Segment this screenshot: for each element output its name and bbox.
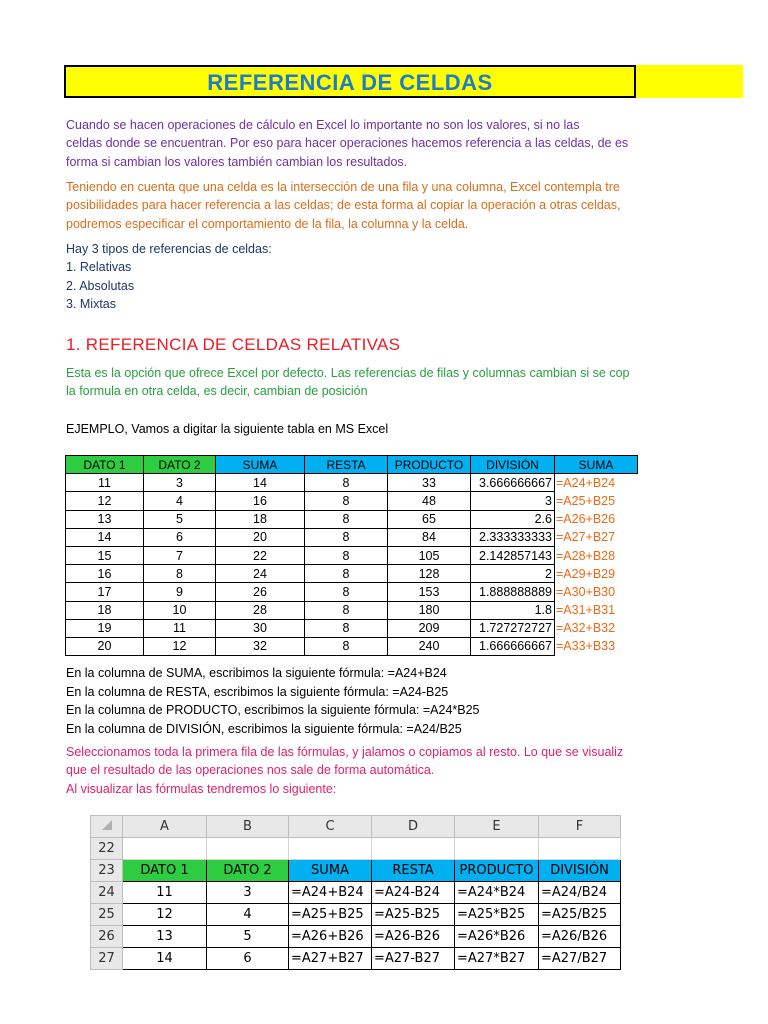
table-cell: 10 xyxy=(144,601,216,619)
table-row xyxy=(66,637,638,655)
copy-line-2: que el resultado de las operaciones nos sale de forma automática. xyxy=(66,763,435,778)
concept-line-3: podremos especificar el comportamiento de la fila, la columna y la celda. xyxy=(66,216,469,231)
header-dato1: DATO 1 xyxy=(66,456,144,474)
table-cell: 84 xyxy=(388,528,471,546)
formula-grid-cell[interactable]: =A24-B24 xyxy=(372,882,455,904)
table-cell: 2.142857143 xyxy=(471,546,555,564)
formula-grid-cell[interactable]: =A27-B27 xyxy=(372,948,455,970)
select-all-corner[interactable] xyxy=(91,816,123,838)
grid-cell[interactable]: 4 xyxy=(207,904,289,926)
formula-cell: =A28+B28 xyxy=(556,548,616,563)
formula-grid-cell[interactable]: =A25/B25 xyxy=(539,904,621,926)
title-banner-extension xyxy=(636,65,743,98)
formula-cell: =A26+B26 xyxy=(556,512,616,527)
types-item: 2. Absolutas xyxy=(66,278,135,293)
table-cell: 1.888888889 xyxy=(471,583,555,601)
table-cell: 18 xyxy=(66,601,144,619)
table-cell: 9 xyxy=(144,583,216,601)
excel-row xyxy=(91,904,621,926)
formula-grid-cell[interactable]: =A27*B27 xyxy=(455,948,539,970)
table-cell: 26 xyxy=(216,583,305,601)
table-cell: 33 xyxy=(388,474,471,492)
copy-line-1: Seleccionamos toda la primera fila de las fórmulas, y jalamos o copiamos al resto. Lo que se visualiz xyxy=(66,745,624,759)
table-cell: 128 xyxy=(388,565,471,583)
table-cell: 11 xyxy=(144,619,216,637)
formula-explanations xyxy=(66,664,480,738)
grid-cell[interactable]: 13 xyxy=(123,926,207,948)
grid-cell[interactable] xyxy=(123,838,207,860)
table-cell: 8 xyxy=(305,474,388,492)
example-label: EJEMPLO, Vamos a digitar la siguiente tabla en MS Excel xyxy=(66,422,389,436)
table-cell: 8 xyxy=(305,637,388,655)
table-cell: 3.666666667 xyxy=(471,474,555,492)
excel-row xyxy=(91,838,621,860)
header-suma-formula: SUMA xyxy=(555,456,638,474)
header-division: DIVISIÓN xyxy=(471,456,555,474)
column-header-c[interactable]: C xyxy=(289,816,372,838)
table-row xyxy=(66,474,638,492)
table-cell: 8 xyxy=(305,583,388,601)
copy-instructions xyxy=(66,743,638,798)
table-cell: 3 xyxy=(471,492,555,510)
formula-cell: =A25+B25 xyxy=(556,493,616,508)
types-list xyxy=(66,240,638,313)
row-header[interactable]: 22 xyxy=(91,838,123,860)
formula-grid-cell[interactable]: =A27+B27 xyxy=(289,948,372,970)
excel-row xyxy=(91,926,621,948)
grid-cell[interactable]: 12 xyxy=(123,904,207,926)
formula-grid-cell[interactable]: =A26+B26 xyxy=(289,926,372,948)
table-cell: 11 xyxy=(66,474,144,492)
formula-cell: =A33+B33 xyxy=(556,639,616,654)
formula-grid-cell[interactable]: =A26/B26 xyxy=(539,926,621,948)
grid-cell[interactable] xyxy=(372,838,455,860)
formula-line: En la columna de RESTA, escribimos la siguiente fórmula: =A24-B25 xyxy=(66,684,449,699)
table-row xyxy=(66,546,638,564)
types-item: 1. Relativas xyxy=(66,260,132,275)
table-cell: 48 xyxy=(388,492,471,510)
copy-line-3: Al visualizar las fórmulas tendremos lo siguiente: xyxy=(66,781,337,796)
table-cell: 16 xyxy=(216,492,305,510)
grid-cell[interactable] xyxy=(539,838,621,860)
grid-cell[interactable] xyxy=(207,838,289,860)
table-row xyxy=(66,492,638,510)
select-all-triangle-icon xyxy=(102,820,112,830)
table-cell: 20 xyxy=(216,528,305,546)
formula-line: En la columna de SUMA, escribimos la siguiente fórmula: =A24+B24 xyxy=(66,666,447,680)
formula-cell: =A24+B24 xyxy=(556,476,616,491)
table-cell: 8 xyxy=(305,546,388,564)
title-banner xyxy=(64,65,636,98)
grid-cell[interactable]: PRODUCTO xyxy=(455,860,539,882)
table-cell: 8 xyxy=(305,601,388,619)
table-header-row xyxy=(66,456,638,474)
table-cell: 8 xyxy=(144,565,216,583)
table-cell: 105 xyxy=(388,546,471,564)
row-header[interactable]: 26 xyxy=(91,926,123,948)
grid-cell[interactable]: 11 xyxy=(123,882,207,904)
formula-grid-cell[interactable]: =A25*B25 xyxy=(455,904,539,926)
table-cell: 5 xyxy=(144,510,216,528)
row-header[interactable]: 24 xyxy=(91,882,123,904)
table-cell: 12 xyxy=(66,492,144,510)
formula-line: En la columna de PRODUCTO, escribimos la siguiente fórmula: =A24*B25 xyxy=(66,703,480,717)
grid-cell[interactable]: 3 xyxy=(207,882,289,904)
table-cell: 1.727272727 xyxy=(471,619,555,637)
grid-cell[interactable]: 14 xyxy=(123,948,207,970)
table-cell: 14 xyxy=(66,528,144,546)
intro-line-1: Cuando se hacen operaciones de cálculo en Excel lo importante no son los valores, si no las xyxy=(66,118,580,132)
formula-cell: =A31+B31 xyxy=(556,603,616,618)
formula-grid-cell[interactable]: =A26-B26 xyxy=(372,926,455,948)
table-cell: 7 xyxy=(144,546,216,564)
table-row xyxy=(66,583,638,601)
table-cell: 1.8 xyxy=(471,601,555,619)
intro-line-2: celdas donde se encuentran. Por eso para hacer operaciones hacemos referencia a las celdas, de es xyxy=(66,136,629,151)
column-header-e[interactable]: E xyxy=(455,816,539,838)
concept-line-2: posibilidades para hacer referencia a las celdas; de esta forma al copiar la operación a otras celdas, xyxy=(66,198,621,213)
table-cell: 14 xyxy=(216,474,305,492)
section-desc-line-1: Esta es la opción que ofrece Excel por defecto. Las referencias de filas y columnas cambian si se cop xyxy=(66,366,630,380)
table-cell: 65 xyxy=(388,510,471,528)
column-header-b[interactable]: B xyxy=(207,816,289,838)
table-cell: 209 xyxy=(388,619,471,637)
table-cell: 32 xyxy=(216,637,305,655)
table-row xyxy=(66,601,638,619)
header-dato2: DATO 2 xyxy=(144,456,216,474)
formula-cell: =A29+B29 xyxy=(556,566,616,581)
excel-row xyxy=(91,882,621,904)
formula-grid-cell[interactable]: =A24+B24 xyxy=(289,882,372,904)
table-cell: 240 xyxy=(388,637,471,655)
concept-paragraph xyxy=(66,178,638,233)
section-desc-line-2: la formula en otra celda, es decir, cambian de posición xyxy=(66,384,368,399)
grid-cell[interactable]: DIVISIÓN xyxy=(539,860,621,882)
intro-paragraph xyxy=(66,116,638,171)
types-item: 3. Mixtas xyxy=(66,296,117,311)
table-cell: 20 xyxy=(66,637,144,655)
formula-grid-cell[interactable]: =A25-B25 xyxy=(372,904,455,926)
section-heading-relativas: 1. REFERENCIA DE CELDAS RELATIVAS xyxy=(66,335,401,354)
grid-cell[interactable]: DATO 1 xyxy=(123,860,207,882)
table-cell: 2.6 xyxy=(471,510,555,528)
header-producto: PRODUCTO xyxy=(388,456,471,474)
table-cell: 2 xyxy=(471,565,555,583)
column-header-f[interactable]: F xyxy=(539,816,621,838)
table-row xyxy=(66,510,638,528)
table-cell: 1.666666667 xyxy=(471,637,555,655)
grid-cell[interactable]: 6 xyxy=(207,948,289,970)
table-cell: 153 xyxy=(388,583,471,601)
results-table xyxy=(65,455,638,656)
table-cell: 8 xyxy=(305,619,388,637)
row-header[interactable]: 25 xyxy=(91,904,123,926)
excel-column-header-row xyxy=(91,816,621,838)
formula-grid-cell[interactable]: =A24/B24 xyxy=(539,882,621,904)
table-cell: 180 xyxy=(388,601,471,619)
table-cell: 8 xyxy=(305,492,388,510)
table-cell: 24 xyxy=(216,565,305,583)
excel-formula-grid xyxy=(90,815,621,970)
row-header[interactable]: 27 xyxy=(91,948,123,970)
section-description xyxy=(66,364,638,401)
header-resta: RESTA xyxy=(305,456,388,474)
table-cell: 18 xyxy=(216,510,305,528)
grid-cell[interactable]: DATO 2 xyxy=(207,860,289,882)
formula-cell: =A32+B32 xyxy=(556,621,616,636)
excel-row xyxy=(91,948,621,970)
formula-cell: =A30+B30 xyxy=(556,584,616,599)
types-heading: Hay 3 tipos de referencias de celdas: xyxy=(66,242,272,256)
page-title: REFERENCIA DE CELDAS xyxy=(207,70,493,95)
column-header-a[interactable]: A xyxy=(123,816,207,838)
table-cell: 17 xyxy=(66,583,144,601)
grid-cell[interactable]: 5 xyxy=(207,926,289,948)
excel-screenshot xyxy=(90,815,625,966)
table-cell: 2.333333333 xyxy=(471,528,555,546)
formula-grid-cell[interactable]: =A25+B25 xyxy=(289,904,372,926)
table-cell: 22 xyxy=(216,546,305,564)
table-cell: 8 xyxy=(305,510,388,528)
table-cell: 12 xyxy=(144,637,216,655)
grid-cell[interactable]: SUMA xyxy=(289,860,372,882)
table-cell: 3 xyxy=(144,474,216,492)
excel-row xyxy=(91,860,621,882)
table-row xyxy=(66,528,638,546)
concept-line-1: Teniendo en cuenta que una celda es la intersección de una fila y una columna, Excel contempla tre xyxy=(66,180,620,194)
grid-cell[interactable] xyxy=(289,838,372,860)
table-cell: 30 xyxy=(216,619,305,637)
table-cell: 16 xyxy=(66,565,144,583)
formula-line: En la columna de DIVISIÓN, escribimos la siguiente fórmula: =A24/B25 xyxy=(66,721,462,736)
table-cell: 4 xyxy=(144,492,216,510)
grid-cell[interactable] xyxy=(455,838,539,860)
row-header[interactable]: 23 xyxy=(91,860,123,882)
table-cell: 13 xyxy=(66,510,144,528)
table-row xyxy=(66,619,638,637)
table-cell: 28 xyxy=(216,601,305,619)
header-suma: SUMA xyxy=(216,456,305,474)
grid-cell[interactable]: RESTA xyxy=(372,860,455,882)
table-cell: 19 xyxy=(66,619,144,637)
formula-cell: =A27+B27 xyxy=(556,530,616,545)
formula-grid-cell[interactable]: =A26*B26 xyxy=(455,926,539,948)
table-row xyxy=(66,565,638,583)
formula-grid-cell[interactable]: =A24*B24 xyxy=(455,882,539,904)
table-cell: 8 xyxy=(305,528,388,546)
formula-grid-cell[interactable]: =A27/B27 xyxy=(539,948,621,970)
column-header-d[interactable]: D xyxy=(372,816,455,838)
table-cell: 15 xyxy=(66,546,144,564)
table-cell: 6 xyxy=(144,528,216,546)
table-cell: 8 xyxy=(305,565,388,583)
intro-line-3: forma si cambian los valores también cambian los resultados. xyxy=(66,154,408,169)
